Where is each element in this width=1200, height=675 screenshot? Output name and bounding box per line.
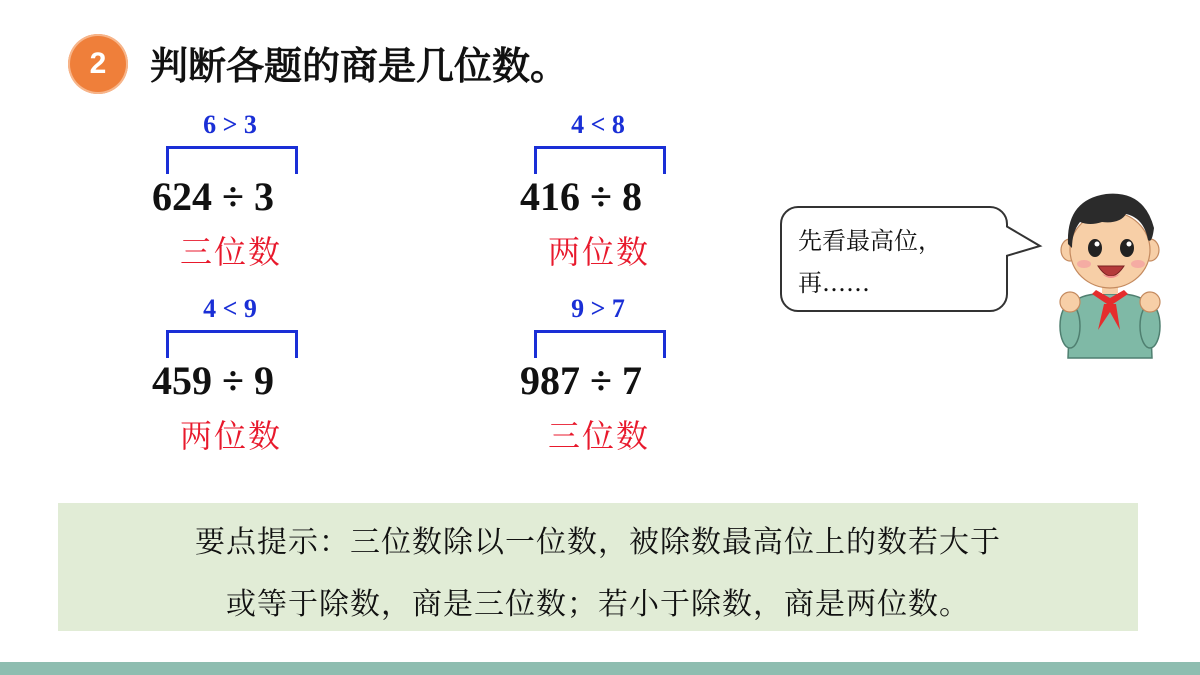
quotient-digits-answer: 两位数: [180, 417, 283, 455]
speech-bubble: [780, 206, 1008, 312]
question-title: 判断各题的商是几位数。: [150, 44, 569, 88]
quotient-digits-answer: 三位数: [548, 417, 651, 455]
division-expression: 416 ÷ 8: [520, 174, 642, 219]
comparison-bracket: [534, 330, 666, 358]
problem-card: [520, 294, 700, 464]
speech-line-1: 先看最高位，: [798, 227, 942, 255]
key-tip-box: [58, 503, 1138, 631]
step-number-badge: [68, 34, 128, 94]
comparison-bracket: [534, 146, 666, 174]
quotient-digits-answer: 三位数: [180, 233, 283, 271]
comparison-bracket: [166, 330, 298, 358]
speech-text: [798, 220, 998, 304]
division-expression: 624 ÷ 3: [152, 174, 274, 219]
problem-card: [152, 294, 332, 464]
footer-bar: [0, 662, 1200, 675]
problem-card: [520, 110, 700, 280]
division-expression: 459 ÷ 9: [152, 358, 274, 403]
boy-character-icon: [1040, 178, 1180, 364]
step-number: 2: [89, 47, 107, 80]
digit-comparison: 4 < 9: [203, 294, 257, 323]
division-expression: 987 ÷ 7: [520, 358, 642, 403]
tip-line-2: 或等于除数，商是三位数；若小于除数，商是两位数。: [226, 587, 970, 622]
speech-line-2: 再……: [798, 269, 870, 297]
tip-line-1: 要点提示：三位数除以一位数，被除数最高位上的数若大于: [195, 525, 1001, 560]
digit-comparison: 6 > 3: [203, 110, 257, 139]
digit-comparison: 4 < 8: [571, 110, 625, 139]
quotient-digits-answer: 两位数: [548, 233, 651, 271]
comparison-bracket: [166, 146, 298, 174]
digit-comparison: 9 > 7: [571, 294, 625, 323]
problem-card: [152, 110, 332, 280]
